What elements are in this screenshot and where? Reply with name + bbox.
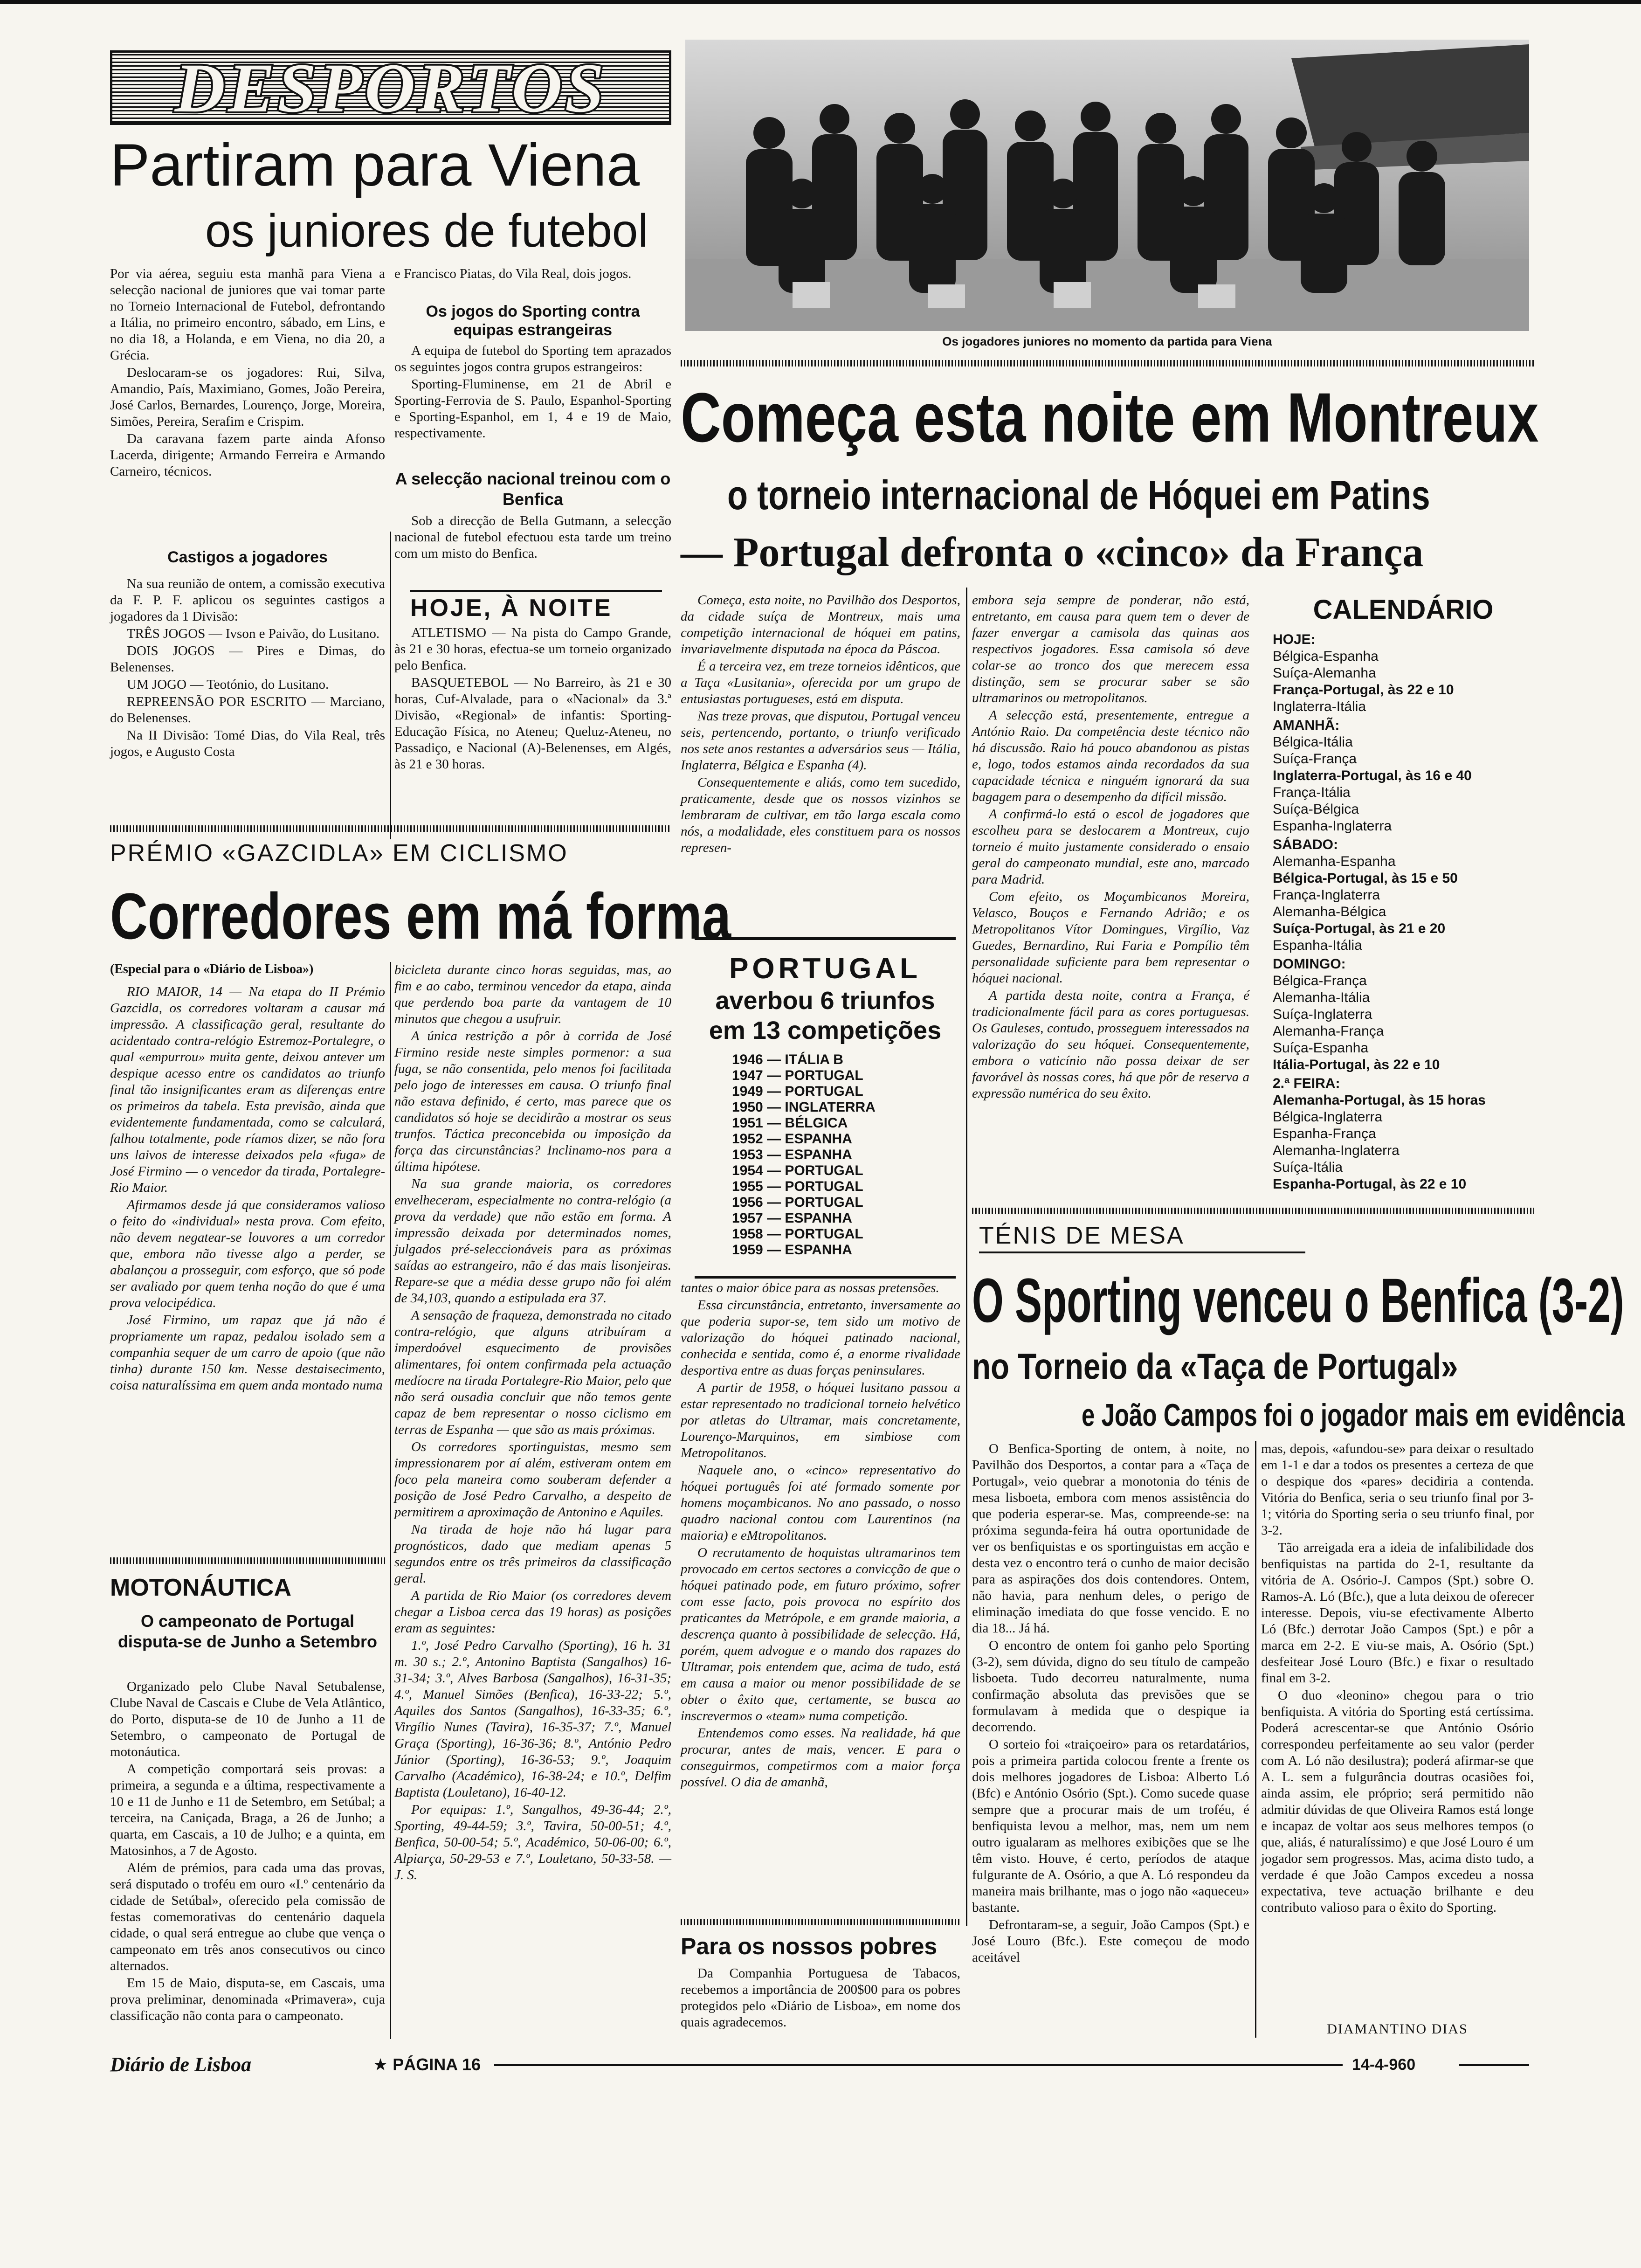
- calendario-game: Suíça-Itália: [1273, 1160, 1343, 1175]
- wins-row: [732, 1099, 956, 1115]
- wins-row: [732, 1179, 956, 1195]
- ciclismo-byline: (Especial para o «Diário de Lisboa»): [110, 962, 314, 976]
- hoquei-para: Naquele ano, o «cinco» representativo do hóquei português foi até formado somente por homens moçambicanos. No ano passado, o nosso quadro nacional contou com Laurentinos (na maioria) e eMtropolitanos.: [681, 1463, 960, 1543]
- wins-dash: —: [763, 1131, 785, 1147]
- column-rule: [966, 588, 967, 1926]
- hoquei-para: A partir de 1958, o hóquei lusitano passou a estar representado no tradicional torneio helvético por atletas do Ultramar, mais concretamente, Lourenço-Marquinos, em simbiose com Metropolitanos.: [681, 1380, 960, 1460]
- castigos-article: [110, 576, 385, 809]
- calendario-title: CALENDÁRIO: [1313, 595, 1494, 625]
- viena-para: Da caravana fazem parte ainda Afonso Lacerda, dirigente; Armando Ferreira e Armando Carneiro, técnicos.: [110, 431, 385, 479]
- calendario-game: França-Inglaterra: [1273, 887, 1380, 903]
- footer-paper-name: Diário de Lisboa: [110, 2053, 252, 2076]
- juniores-photo: [685, 40, 1529, 331]
- calendario-game: Bélgica-Espanha: [1273, 649, 1379, 664]
- section-masthead: [110, 50, 671, 125]
- hoquei-para: Com efeito, os Moçambicanos Moreira, Velasco, Bouços e Fernando Adrião; e os Metropolitanos Vítor Domingues, Virgílio, Vaz Guedes, Bernardino, Rui Faria e Pompílio têm personalidade suficiente para bem representar o hóquei nacional.: [972, 889, 1249, 986]
- tenis-label: TÉNIS DE MESA: [979, 1222, 1305, 1253]
- sporting-lead-text: e Francisco Piatas, do Vila Real, dois jogos.: [394, 266, 632, 281]
- calendario-game: Espanha-Itália: [1273, 938, 1362, 953]
- ciclismo-para: A sensação de fraqueza, demonstrada no citado contra-relógio, que alguns atribuíram a imperdoável esquecimento de provisões alimentares, foi ontem confirmada pela actuação medíocre na tirada Portalegre-Rio Maior, pelo que não será ousadia concluir que não temos gente capaz de bem representar o nosso ciclismo em terras de Espanha — que são as mais próximas.: [394, 1308, 671, 1437]
- calendario-game: Alemanha-Espanha: [1273, 854, 1396, 869]
- wins-team: PORTUGAL: [785, 1226, 863, 1242]
- calendario-game: Alemanha-Inglaterra: [1273, 1143, 1400, 1158]
- ciclismo-title: Corredores em má forma: [110, 879, 731, 953]
- section-divider: [972, 1208, 1534, 1214]
- calendario-game: Alemanha-Itália: [1273, 990, 1370, 1005]
- ciclismo-para: Os corredores sportinguistas, mesmo sem impressionarem por aí além, estiveram ontem em foco pela maneira como souberam defender a posição de José Pedro Carvalho, a despeito de permitirem a aproximação de Antonino e Aquiles.: [394, 1439, 671, 1520]
- column-rule: [390, 962, 391, 2039]
- ciclismo-para: José Firmino, um rapaz que já não é propriamente um rapaz, pedalou isolado sem a companhia sequer de um carro de apoio (que não tinha) durante 150 km. Nesse destaisecimento, coisa naturalíssima em quem anda montado numa: [110, 1313, 385, 1393]
- viena-article: [110, 266, 385, 536]
- pobres-article: [681, 1965, 960, 2040]
- viena-title-2: os juniores de futebol: [205, 205, 648, 257]
- calendario-game: Inglaterra-Portugal, às 16 e 40: [1273, 768, 1472, 783]
- wins-dash: —: [763, 1179, 785, 1194]
- box-title-2: averbou 6 triunfos: [715, 987, 935, 1015]
- wins-year: 1954: [732, 1163, 763, 1178]
- hoje-para: ATLETISMO — Na pista do Campo Grande, às 21 e 30 horas, efectua-se um torneio organizado pelo Benfica.: [394, 625, 671, 673]
- hoquei-col-2: [972, 592, 1249, 1203]
- tenis-title-2-wrap: [972, 1345, 1534, 1392]
- castigos-para: DOIS JOGOS — Pires e Dimas, do Belenenses.: [110, 643, 385, 675]
- ciclismo-col-2: [394, 962, 671, 2039]
- castigos-para: Na II Divisão: Tomé Dias, do Vila Real, três jogos, e Augusto Costa: [110, 728, 385, 759]
- wins-dash: —: [763, 1242, 785, 1258]
- viena-title-1: Partiram para Viena: [110, 132, 640, 199]
- pobres-para: Da Companhia Portuguesa de Tabacos, recebemos a importância de 200$00 para os pobres protegidos pelo «Diário de Lisboa», em nome dos quais agradecemos.: [681, 1966, 960, 2030]
- castigos-para: REPREENSÃO POR ESCRITO — Marciano, do Belenenses.: [110, 694, 385, 726]
- calendario-game: Bélgica-Portugal, às 15 e 50: [1273, 871, 1458, 886]
- calendario-game: Espanha-Inglaterra: [1273, 818, 1392, 834]
- motonautica-label: MOTONÁUTICA: [110, 1574, 292, 1601]
- viena-para: Deslocaram-se os jogadores: Rui, Silva, Amandio, País, Maximiano, Gomes, João Pereira, José Carlos, Bernardes, Lourenço, Jorge, Moreira, Simões, Pereira, Serafim e Crispim.: [110, 365, 385, 429]
- castigos-para: UM JOGO — Teotónio, do Lusitano.: [127, 677, 329, 692]
- calendario-day: DOMINGO:: [1273, 956, 1346, 972]
- footer-date: 14-4-960: [1352, 2056, 1416, 2074]
- wins-year: 1956: [732, 1195, 763, 1210]
- tenis-title-2: no Torneio da «Taça de Portugal»: [972, 1346, 1458, 1387]
- calendario-game: Suíça-Espanha: [1273, 1040, 1369, 1056]
- motonautica-para: Organizado pelo Clube Naval Setubalense, Clube Naval de Cascais e Clube de Vela Atlântico, do Porto, disputa-se de 10 de Junho a 11 de Setembro, o campeonato de Portugal de motonáutica.: [110, 1679, 385, 1759]
- calendario-day: SÁBADO:: [1273, 837, 1338, 852]
- hoquei-title-3: — Portugal defronta o «cinco» da França: [681, 529, 1424, 575]
- calendario-game: Suíça-Alemanha: [1273, 665, 1376, 681]
- hoquei-para: Consequentemente e aliás, como tem sucedido, praticamente, desde que os nossos vizinhos se lembraram de cultivar, em tão larga escala como nós, a modalidade, eles constituem para os nossos represen-: [681, 775, 960, 855]
- wins-year: 1950: [732, 1099, 763, 1115]
- wins-dash: —: [763, 1163, 785, 1178]
- ciclismo-para: Afirmamos desde já que consideramos valioso o feito do «individual» nesta prova. Com efeito, não devem negatear-se louvores a um corredor que, embora não tivesse algo a perder, se abalançou a prosseguir, com esforço, que só pode ser avaliado por quem tenha noção do que é uma prova velocipédica.: [110, 1197, 385, 1310]
- sporting-title: Os jogos do Sporting contra equipas estrangeiras: [426, 303, 640, 339]
- ciclismo-para: Na tirada de hoje não há lugar para prognósticos, dado que mediam apenas 5 segundos entre os três primeiros da classificação geral.: [394, 1522, 671, 1586]
- wins-team: ESPANHA: [785, 1131, 852, 1147]
- wins-row: [732, 1147, 956, 1163]
- wins-team: PORTUGAL: [785, 1179, 863, 1194]
- ciclismo-para: Por equipas: 1.º, Sangalhos, 49-36-44; 2.º, Sporting, 49-44-59; 3.º, Tavira, 50-00-51; 4.º, Benfica, 50-00-54; 5.º, Académico, 50-06-00; 6.º, Alpiarça, 50-29-53 e 7.º, Louletano, 50-33-58. — J. S.: [394, 1802, 671, 1882]
- hoquei-para: Essa circunstância, entretanto, inversamente ao que poderia supor-se, tem sido um motivo de valorização do hóquei patinado nacional, conhecida e sentida, como é, a enorme rivalidade desportiva entre as duas forças peninsulares.: [681, 1298, 960, 1378]
- box-title-1: PORTUGAL: [729, 953, 921, 985]
- tenis-title-3-wrap: [1082, 1397, 1625, 1438]
- wins-dash: —: [763, 1147, 785, 1162]
- calendario-game: Bélgica-França: [1273, 973, 1367, 989]
- tenis-para: O Benfica-Sporting de ontem, à noite, no Pavilhão dos Desportos, a contar para a «Taça de Portugal», veio quebrar a monotonia do ténis de mesa lisboeta, embora com menos assistência do que poderia esperar-se. Mas, compreende-se: na próxima segunda-feira há outra oportunidade de ver os benfiquistas e os sportinguistas em acção e desta vez o encontro terá o cunho de maior decisão para as aspirações dos dois contendores. Ontem, não havia, para nenhum deles, o perigo de eliminação imediata do que fosse vencido. E no dia 18... Já há.: [972, 1441, 1249, 1636]
- ciclismo-para: A única restrição a pôr à corrida de José Firmino reside neste simples pormenor: a sua fuga, se não consentida, pelo menos foi facilitada pelo jogo de interesses em causa. O triunfo final não estava definido, é certo, mas parece que os candidatos só hoje se decidirão a mostrar os seus trunfos. Táctica preconcebida ou imposição da força das circunstâncias? Inclinamo-nos para a última hipótese.: [394, 1029, 671, 1174]
- wins-dash: —: [763, 1210, 785, 1226]
- wins-team: INGLATERRA: [785, 1099, 876, 1115]
- wins-dash: —: [763, 1099, 785, 1115]
- hoquei-para: Nas treze provas, que disputou, Portugal venceu seis, pertencendo, portanto, o triunfo verificado nos sete anos restantes a adversários seus — Itália, Inglaterra, Bélgica e Espanha (4).: [681, 709, 960, 773]
- hoquei-title-2-wrap: [727, 472, 1534, 523]
- wins-list: [732, 1052, 956, 1258]
- masthead-text: DESPORTOS: [174, 49, 607, 127]
- top-rule: [0, 0, 1641, 4]
- wins-dash: —: [763, 1052, 785, 1067]
- wins-year: 1951: [732, 1115, 763, 1131]
- calendario-game: Espanha-Portugal, às 22 e 10: [1273, 1176, 1467, 1192]
- wins-year: 1946: [732, 1052, 763, 1067]
- wins-team: ITÁLIA B: [785, 1052, 843, 1067]
- hoquei-para: É a terceira vez, em treze torneios idênticos, que a Taça «Lusitania», oferecida por um grupo de entusiastas portugueses, está em disputa.: [681, 659, 960, 706]
- calendario-game: Alemanha-Bélgica: [1273, 904, 1386, 920]
- wins-row: [732, 1195, 956, 1210]
- footer-rule: [494, 2064, 1343, 2066]
- section-divider: [681, 360, 1534, 366]
- hoquei-para: embora seja sempre de ponderar, não está, entretanto, em causa para quem tem o dever de fazer envergar a camisola das quinas aos respectivos jogadores. Essa camisola só deve colar-se ao tronco dos que merecem essa distinção, sem se procurar saber se são ultramarinos ou metropolitanos.: [972, 593, 1249, 705]
- hoquei-para: tantes o maior óbice para as nossas pretensões.: [681, 1280, 939, 1295]
- tenis-para: Defrontaram-se, a seguir, João Campos (Spt.) e José Louro (Bfc.). Este começou de modo aceitável: [972, 1917, 1249, 1965]
- tenis-title-1: O Sporting venceu o Benfica (3-2): [972, 1266, 1624, 1335]
- wins-row: [732, 1210, 956, 1226]
- ciclismo-para: RIO MAIOR, 14 — Na etapa do II Prémio Gazcidla, os corredores voltaram a causar má impressão. A classificação geral, resultante do acidentado contra-relógio Estremoz-Portalegre, o qual «empurrou» muita gente, deixou antever um despique acesso entre os candidatos ao triunfo final tão insignificantes eram as diferenças entre os primeiros da tabela. Esta previsão, ainda que evidentemente fundamentada, como se calculará, falhou totalmente, pode ríamos dizer, se não fora uns laivos de interesse deixados pela «fuga» de José Firmino — o vencedor da tirada, Portalegre-Rio Maior.: [110, 984, 385, 1195]
- wins-dash: —: [763, 1068, 785, 1083]
- section-divider: [110, 825, 671, 832]
- calendario-list: [1273, 629, 1534, 1203]
- wins-team: PORTUGAL: [785, 1068, 863, 1083]
- hoje-para: BASQUETEBOL — No Barreiro, às 21 e 30 horas, Cuf-Alvalade, para o «Nacional» da 3.ª Divisão, «Regional» de infantis: Sporting-Educação Física, no Ateneu; Queluz-Ateneu, no Passadiço, e Nacional (A)-Belenenses, em Algés, às 21 e 30 horas.: [394, 675, 671, 772]
- wins-dash: —: [763, 1195, 785, 1210]
- wins-year: 1957: [732, 1210, 763, 1226]
- wins-team: PORTUGAL: [785, 1195, 863, 1210]
- column-rule: [390, 532, 391, 839]
- calendario-game: Suíça-Portugal, às 21 e 20: [1273, 921, 1446, 936]
- wins-row: [732, 1242, 956, 1258]
- wins-dash: —: [763, 1084, 785, 1099]
- calendario-day: AMANHÃ:: [1273, 718, 1340, 733]
- pobres-title: Para os nossos pobres: [681, 1933, 938, 1959]
- tenis-title-3: e João Campos foi o jogador mais em evidência: [1082, 1397, 1625, 1433]
- viena-para: Por via aérea, seguiu esta manhã para Viena a selecção nacional de juniores que vai tomar parte no Torneio Internacional de Futebol, defrontando a Itália, no primeiro encontro, sábado, em Lins, e no dia 18, a Holanda, e em Viena, no dia 20, a Grécia.: [110, 266, 385, 363]
- calendario-game: Alemanha-França: [1273, 1023, 1384, 1039]
- tenis-para: O sorteio foi «traiçoeiro» para os retardatários, pois a primeira partida colocou frente a frente os dois melhores jogadores de Lisboa: Alberto Ló (Bfc) e António Osório (Spt.). Como sucede quase sempre que a procurar mais de um troféu, é benfiquista levou a melhor, mas, nem um nem outro igualaram as melhores exibições que se lhe têm visto. Houve, é certo, períodos de ataque fulgurante de A. Osório, a que A. Ló respondeu da maneira mais brilhante, mas o jogo não «aqueceu» bastante.: [972, 1737, 1249, 1915]
- tenis-para: Tão arreigada era a ideia de infalibilidade dos benfiquistas na partida do 2-1, resultante da vitória de A. Osório-J. Campos (Spt.) sobre O. Ramos-A. Ló (Bfc.), que a luta deixou de oferecer interesse. Depois, viu-se efectivamente Alberto Ló (Bfc.) derrotar João Campos (Spt.) e pôr a marca em 2-2. E viu-se mais, A. Osório (Spt.) desfeitear José Louro (Bfc.) e fixar o resultado final em 3-2.: [1261, 1540, 1534, 1686]
- wins-row: [732, 1068, 956, 1084]
- castigos-title: Castigos a jogadores: [167, 548, 328, 566]
- calendario-day: 2.ª FEIRA:: [1273, 1076, 1340, 1091]
- calendario-day: HOJE:: [1273, 632, 1316, 647]
- tenis-author: DIAMANTINO DIAS: [1327, 2021, 1468, 2037]
- sporting-article: [394, 343, 671, 464]
- castigos-para: Na sua reunião de ontem, a comissão executiva da F. P. F. aplicou os seguintes castigos a jogadores da 1 Divisão:: [110, 576, 385, 624]
- calendario-game: França-Itália: [1273, 785, 1351, 800]
- wins-team: ESPANHA: [785, 1242, 852, 1258]
- hoje-noite-title: HOJE, À NOITE: [410, 590, 662, 622]
- wins-year: 1958: [732, 1226, 763, 1242]
- wins-year: 1947: [732, 1068, 763, 1083]
- hoquei-para: Começa, esta noite, no Pavilhão dos Desportos, da cidade suíça de Montreux, mais uma competição internacional de hóquei em patins, invariavelmente disputada na época da Páscoa.: [681, 593, 960, 657]
- seleccao-para: Sob a direcção de Bella Gutmann, a selecção nacional de futebol efectuou esta tarde um treino com um misto do Benfica.: [394, 513, 671, 561]
- motonautica-para: Em 15 de Maio, disputa-se, em Cascais, uma prova preliminar, denominada «Primavera», cuja classificação não conta para o campeonato.: [110, 1976, 385, 2023]
- photo-caption: Os jogadores juniores no momento da partida para Viena: [942, 334, 1272, 348]
- wins-row: [732, 1163, 956, 1179]
- wins-year: 1955: [732, 1179, 763, 1194]
- hoquei-col-1: [681, 592, 960, 933]
- ciclismo-title-wrap: [110, 879, 731, 958]
- wins-row: [732, 1115, 956, 1131]
- calendario-game: Suíça-França: [1273, 751, 1357, 767]
- section-divider: [681, 1919, 960, 1925]
- tenis-para: O duo «leonino» chegou para o trio benfiquista. A vitória do Sporting está certíssima. Poderá acrescentar-se que António Osório correspondeu perfeitamente ao seu valor (perder com A. Ló não desilustra); poderá afirmar-se que A. L. sem a fulgurância doutras ocasiões foi, ainda assim, ele próprio; será permitido não admitir dúvidas de que Oliveira Ramos está longe e incapaz de voltar aos seus melhores tempos (o que, aliás, é naturalíssimo) e que José Louro é um jogador sem progressos. Mas, acima disto tudo, a verdade é que João Campos excedeu a nossa expectativa, teve actuação brilhante e deu contributo valioso para o êxito do Sporting.: [1261, 1688, 1534, 1915]
- calendario-game: Espanha-França: [1273, 1126, 1376, 1141]
- hoquei-title-1-wrap: [681, 378, 1539, 466]
- wins-dash: —: [763, 1226, 785, 1242]
- wins-year: 1952: [732, 1131, 763, 1147]
- calendario-game: Suíça-Inglaterra: [1273, 1007, 1372, 1022]
- footer-page: ★ PÁGINA 16: [373, 2055, 481, 2074]
- tenis-col-1: [972, 1441, 1249, 2040]
- calendario-game: Inglaterra-Itália: [1273, 699, 1366, 714]
- tenis-col-2: [1261, 1441, 1534, 2019]
- calendario-game: França-Portugal, às 22 e 10: [1273, 682, 1454, 698]
- portugal-wins-box: [695, 937, 956, 1279]
- wins-team: PORTUGAL: [785, 1163, 863, 1178]
- wins-team: BÉLGICA: [785, 1115, 848, 1131]
- motonautica-para: A competição comportará seis provas: a primeira, a segunda e a última, respectivamente a 10 e 11 de Junho e 11 de Setembro, em Setúbal; a terceira, na Caniçada, Braga, a 26 de Junho; a quarta, em Cascais, a 10 de Julho; e a quinta, em Matosinhos, a 7 de Agosto.: [110, 1762, 385, 1858]
- wins-team: ESPANHA: [785, 1147, 852, 1162]
- ciclismo-para: Na sua grande maioria, os corredores envelheceram, especialmente no contra-relógio (a prova da verdade) que não estão em forma. A impressão deixada por determinados nomes, julgados pré-seleccionáveis para as próximas saídas ao estrangeiro, não é das mais lisonjeiras. Repare-se que a média desse grupo não foi além de 34,103, quando a estipulada era 37.: [394, 1176, 671, 1306]
- hoquei-para: A partida desta noite, contra a França, é tradicionalmente fácil para as cores portuguesas. Os Gauleses, contudo, prosseguem interessados na valorização do seu hóquei. Consequentemente, embora o vaticínio não possa deixar de ser favorável às nossas cores, há que pôr de reserva a expressão numérica do seu êxito.: [972, 988, 1249, 1101]
- wins-year: 1959: [732, 1242, 763, 1258]
- footer-rule: [1459, 2064, 1529, 2066]
- hoquei-title-2: o torneio internacional de Hóquei em Patins: [727, 472, 1430, 518]
- hoquei-title-1: Começa esta noite em Montreux: [681, 378, 1539, 456]
- castigos-para: TRÊS JOGOS — Ivson e Paivão, do Lusitano.: [127, 626, 380, 641]
- juniores-photo-image: [685, 40, 1529, 331]
- ciclismo-para: 1.º, José Pedro Carvalho (Sporting), 16 h. 31 m. 30 s.; 2.º, Antonino Baptista (Sangalhos) 16-31-34; 3.º, Alves Barbosa (Sangalhos), 16-31-35; 4.º, Manuel Simões (Benfica), 16-33-22; 5.º, Aquiles dos Santos (Sangalhos), 16-33-35; 6.º, Virgílio Nunes (Tavira), 16-35-37; 7.º, Manuel Graça (Sporting), 16-36-36; 8.º, António Pedro Júnior (Sporting), 16-36-53; 9.º, Joaquim Carvalho (Académico), 16-38-24; e 10.º, Delfim Baptista (Louletano), 16-40-12.: [394, 1638, 671, 1800]
- motonautica-para: Além de prémios, para cada uma das provas, será disputado o troféu em ouro «I.º centenário da cidade de Setúbal», oferecido pela comissão de festas comemorativas do centenário daquela cidade, o qual será entregue ao clube que vença o campeonato em três anos consecutivos ou cinco alternados.: [110, 1860, 385, 1973]
- calendario-game: Bélgica-Itália: [1273, 734, 1353, 750]
- ciclismo-label: PRÉMIO «GAZCIDLA» EM CICLISMO: [110, 840, 568, 867]
- wins-year: 1949: [732, 1084, 763, 1099]
- calendario-game: Alemanha-Portugal, às 15 horas: [1273, 1093, 1486, 1108]
- sporting-para: Sporting-Fluminense, em 21 de Abril e Sporting-Ferrovia de S. Paulo, Espanhol-Sporting e Sporting-Espanhol, em 1, 4 e 19 de Maio, respectivamente.: [394, 377, 671, 441]
- hoquei-col-1b: [681, 1280, 960, 1914]
- tenis-para: mas, depois, «afundou-se» para deixar o resultado em 1-1 e dar a todos os presentes a certeza de que o despique dos «pares» decidiria a contenda. Vitória do Benfica, seria o seu triunfo final por 3-1; vitória do Sporting seria o seu triunfo final, por 3-2.: [1261, 1441, 1534, 1538]
- section-divider: [110, 1557, 385, 1564]
- calendario-game: Bélgica-Inglaterra: [1273, 1109, 1383, 1125]
- ciclismo-para: bicicleta durante cinco horas seguidas, mas, ao fim e ao cabo, terminou vencedor da etapa, ainda que perdendo boa parte da vantagem de 10 minutos que chegou a usufruir.: [394, 962, 671, 1026]
- hoquei-para: A selecção está, presentemente, entregue a António Raio. Da competência deste técnico não há discussão. Raio há pouco abandonou as pistas e, logo, todos estamos ainda recordados da sua capacidade técnica e ninguém ignorará da sua bagagem para o desempenho da difícil missão.: [972, 708, 1249, 804]
- hoquei-para: Entendemos como esses. Na realidade, há que procurar, antes de mais, vencer. E para o conseguirmos, competirmos com a maior força possível. O dia de amanhã,: [681, 1726, 960, 1790]
- wins-row: [732, 1084, 956, 1099]
- tenis-title-1-wrap: [972, 1264, 1624, 1343]
- wins-row: [732, 1052, 956, 1068]
- motonautica-article: [110, 1679, 385, 2047]
- ciclismo-col-1: [110, 984, 385, 1555]
- tenis-para: O encontro de ontem foi ganho pelo Sporting (3-2), sem dúvida, digno do seu título de campeão lisboeta. Tudo decorreu naturalmente, numa confirmação absoluta das previsões que se formulavam à medida que o despique ia decorrendo.: [972, 1638, 1249, 1735]
- hoquei-para: O recrutamento de hoquistas ultramarinos tem provocado em certos sectores a convicção de que o hóquei patinado pode, em futuro próximo, sofrer com esse facto, pois provoca no espírito dos praticantes da Metrópole, e em grande maioria, a descrença quanto à possibilidade de selecção. Há, porém, quem advogue e o mando dos rapazes do Ultramar, pois entendem que, acima de tudo, está em causa a maior ou menor possibilidade de se obter o êxito que, certamente, se busca ao inscrevermos o «team» numa competição.: [681, 1545, 960, 1723]
- calendario-game: Suíça-Bélgica: [1273, 802, 1359, 817]
- wins-team: PORTUGAL: [785, 1084, 863, 1099]
- box-title-3: em 13 competições: [709, 1016, 942, 1044]
- motonautica-title: O campeonato de Portugal disputa-se de Junho a Setembro: [117, 1611, 378, 1651]
- wins-year: 1953: [732, 1147, 763, 1162]
- sporting-lead: [394, 266, 671, 301]
- column-rule: [1255, 1441, 1256, 2038]
- ciclismo-para: A partida de Rio Maior (os corredores devem chegar a Lisboa cerca das 19 horas) as posições eram as seguintes:: [394, 1588, 671, 1636]
- hoje-noite-article: [394, 625, 671, 825]
- sporting-para: A equipa de futebol do Sporting tem aprazados os seguintes jogos contra grupos estrangeiros:: [394, 343, 671, 374]
- calendario-game: Itália-Portugal, às 22 e 10: [1273, 1057, 1440, 1072]
- seleccao-article: [394, 513, 671, 583]
- hoquei-para: A confirmá-lo está o escol de jogadores que escolheu para se deslocarem a Montreux, cujo torneio é muito justamente considerado o ensaio geral do campeonato mundial, este ano, marcado para Madrid.: [972, 807, 1249, 887]
- wins-dash: —: [763, 1115, 785, 1131]
- seleccao-title: A selecção nacional treinou com o Benfica: [395, 469, 671, 509]
- wins-team: ESPANHA: [785, 1210, 852, 1226]
- wins-row: [732, 1131, 956, 1147]
- wins-row: [732, 1226, 956, 1242]
